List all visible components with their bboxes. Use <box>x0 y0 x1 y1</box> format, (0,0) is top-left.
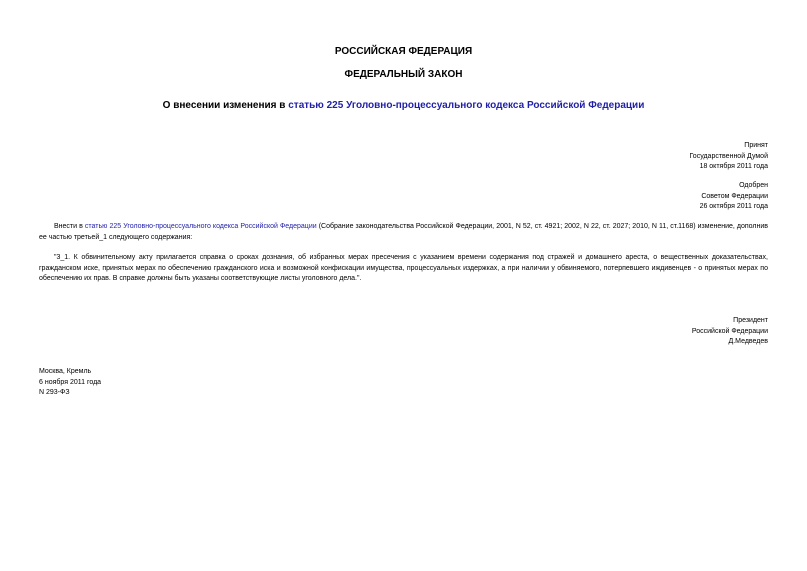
law-title-link[interactable]: статью 225 Уголовно-процессуального кодекса Российской Федерации <box>288 100 645 111</box>
doc-type-heading: ФЕДЕРАЛЬНЫЙ ЗАКОН <box>344 69 463 80</box>
accepted-by: Государственной Думой <box>689 152 768 160</box>
signature-title: Президент <box>733 317 768 324</box>
footer-date: 6 ноября 2011 года <box>39 378 102 386</box>
approved-label: Одобрен <box>739 182 768 189</box>
law-title-prefix: О внесении изменения в <box>162 100 289 111</box>
amendment-article-link[interactable]: статью 225 Уголовно-процессуального кодекса Российской Федерации <box>84 223 317 230</box>
footer-place: Москва, Кремль <box>39 368 92 375</box>
signature-name: Д.Медведев <box>728 338 768 345</box>
approved-block <box>700 181 768 213</box>
country-heading: РОССИЙСКАЯ ФЕДЕРАЦИЯ <box>334 46 473 57</box>
footer-block <box>39 367 101 399</box>
amendment-prefix: Внести в <box>54 223 85 230</box>
amendment-suffix: (Собрание законодательства Российской Федерации, 2001, N 52, ст. 4921; 2002, N 22, ст. 2027; 2010, N 11, ст.1168) изменение, дополнив ее частью третьей_1 следующего содержания: <box>39 223 768 241</box>
approved-by: Советом Федерации <box>701 192 768 200</box>
accepted-label: Принят <box>744 142 768 149</box>
new-part-text: "3_1. К обвинительному акту прилагается справка о сроках дознания, об избранных мерах пресечения с указанием времени содержания под стражей и домашнего ареста, о вещественных доказательствах, гражданском иске, принятых мерах по обеспечению гражданского иска и возможной конфискации имущества, процессуальных издержках, а при наличии у обвиняемого, потерпевшего иждивенцев - о принятых мерах по обеспечению их прав. В справке должны быть указаны соответствующие листы уголовного дела.". <box>39 254 768 283</box>
signature-country: Российской Федерации <box>691 327 768 335</box>
approved-date: 26 октября 2011 года <box>699 203 768 210</box>
amendment-paragraph <box>39 222 768 243</box>
accepted-block <box>689 141 768 173</box>
signature-block <box>692 316 768 348</box>
footer-number: N 293-ФЗ <box>39 389 70 396</box>
law-title <box>0 100 807 111</box>
accepted-date: 18 октября 2011 года <box>699 163 768 170</box>
